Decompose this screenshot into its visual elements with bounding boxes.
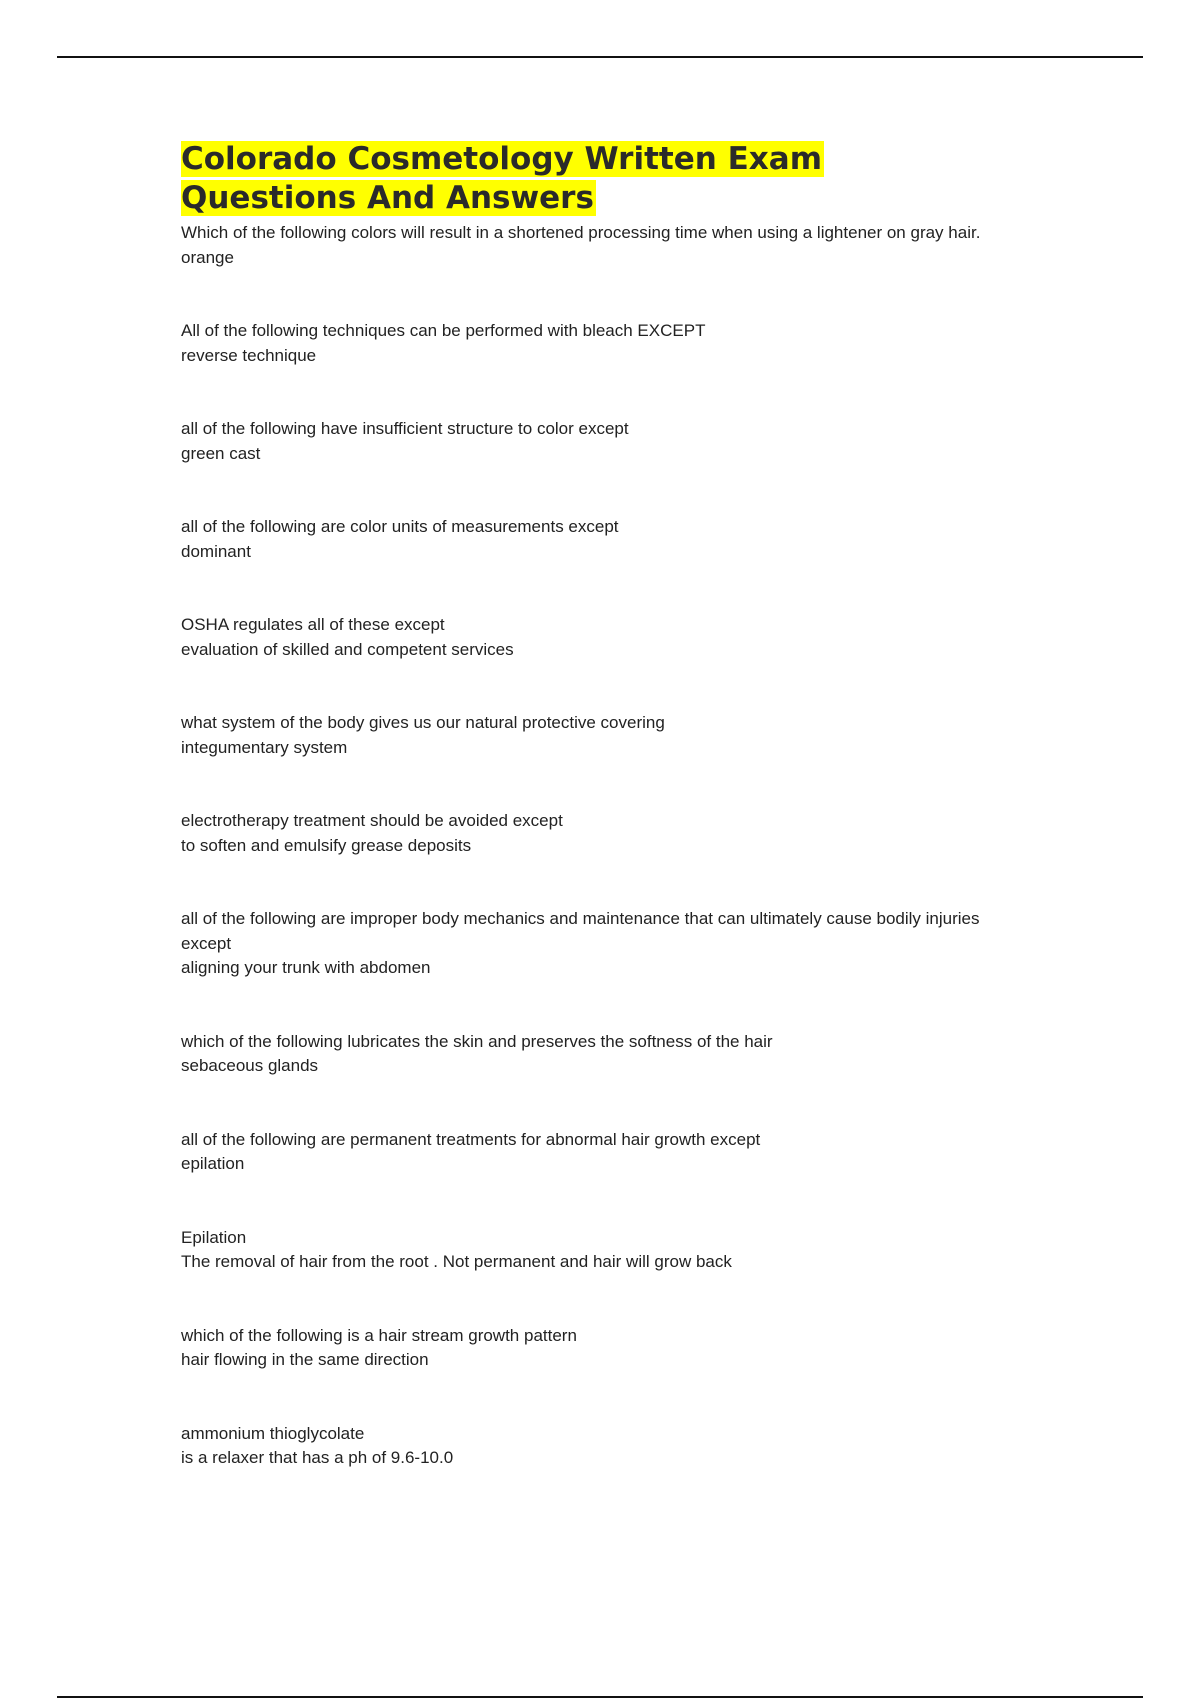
answer-text: dominant — [181, 541, 251, 561]
document-body — [181, 140, 1031, 1520]
qa-list — [181, 221, 1031, 1471]
answer-text: to soften and emulsify grease deposits — [181, 835, 472, 855]
bottom-divider — [57, 1696, 1143, 1698]
question-text: OSHA regulates all of these except — [181, 615, 445, 634]
question-text: ammonium thioglycolate — [181, 1423, 365, 1443]
question-text: all of the following have insufficient structure to color except — [181, 419, 629, 438]
qa-item — [181, 1324, 1031, 1373]
answer-text: evaluation of skilled and competent services — [181, 639, 514, 659]
title-line-2: Questions And Answers — [181, 180, 594, 216]
question-text: all of the following are improper body mechanics and maintenance that can ultimately cause bodily injuries except — [181, 909, 980, 953]
question-text: which of the following is a hair stream growth pattern — [181, 1325, 577, 1345]
qa-item — [181, 319, 1031, 368]
question-text: Epilation — [181, 1227, 247, 1247]
qa-item — [181, 221, 1031, 270]
question-text: Which of the following colors will result in a shortened processing time when using a lightener on gray hair. — [181, 223, 981, 242]
document-title — [181, 140, 1031, 218]
qa-item — [181, 613, 1031, 662]
answer-text: is a relaxer that has a ph of 9.6-10.0 — [181, 1448, 454, 1467]
answer-text: hair flowing in the same direction — [181, 1350, 429, 1369]
question-text: all of the following are color units of measurements except — [181, 517, 619, 536]
qa-item — [181, 1128, 1031, 1177]
answer-text: aligning your trunk with abdomen — [181, 958, 431, 977]
answer-text: sebaceous glands — [181, 1056, 319, 1075]
qa-item — [181, 515, 1031, 564]
qa-item — [181, 711, 1031, 760]
question-text: All of the following techniques can be performed with bleach EXCEPT — [181, 321, 706, 340]
top-divider — [57, 56, 1143, 58]
qa-item — [181, 417, 1031, 466]
qa-item — [181, 907, 1031, 981]
answer-text: green cast — [181, 443, 261, 463]
qa-item — [181, 1030, 1031, 1079]
title-line-1: Colorado Cosmetology Written Exam — [181, 141, 822, 177]
qa-item — [181, 1226, 1031, 1275]
qa-item — [181, 1422, 1031, 1471]
answer-text: The removal of hair from the root . Not permanent and hair will grow back — [181, 1252, 732, 1271]
answer-text: orange — [181, 247, 234, 267]
question-text: which of the following lubricates the skin and preserves the softness of the hair — [181, 1031, 773, 1051]
answer-text: integumentary system — [181, 737, 348, 757]
answer-text: reverse technique — [181, 345, 317, 365]
question-text: electrotherapy treatment should be avoided except — [181, 811, 563, 830]
question-text: what system of the body gives us our natural protective covering — [181, 713, 665, 732]
question-text: all of the following are permanent treatments for abnormal hair growth except — [181, 1129, 761, 1149]
qa-item — [181, 809, 1031, 858]
answer-text: epilation — [181, 1154, 245, 1173]
